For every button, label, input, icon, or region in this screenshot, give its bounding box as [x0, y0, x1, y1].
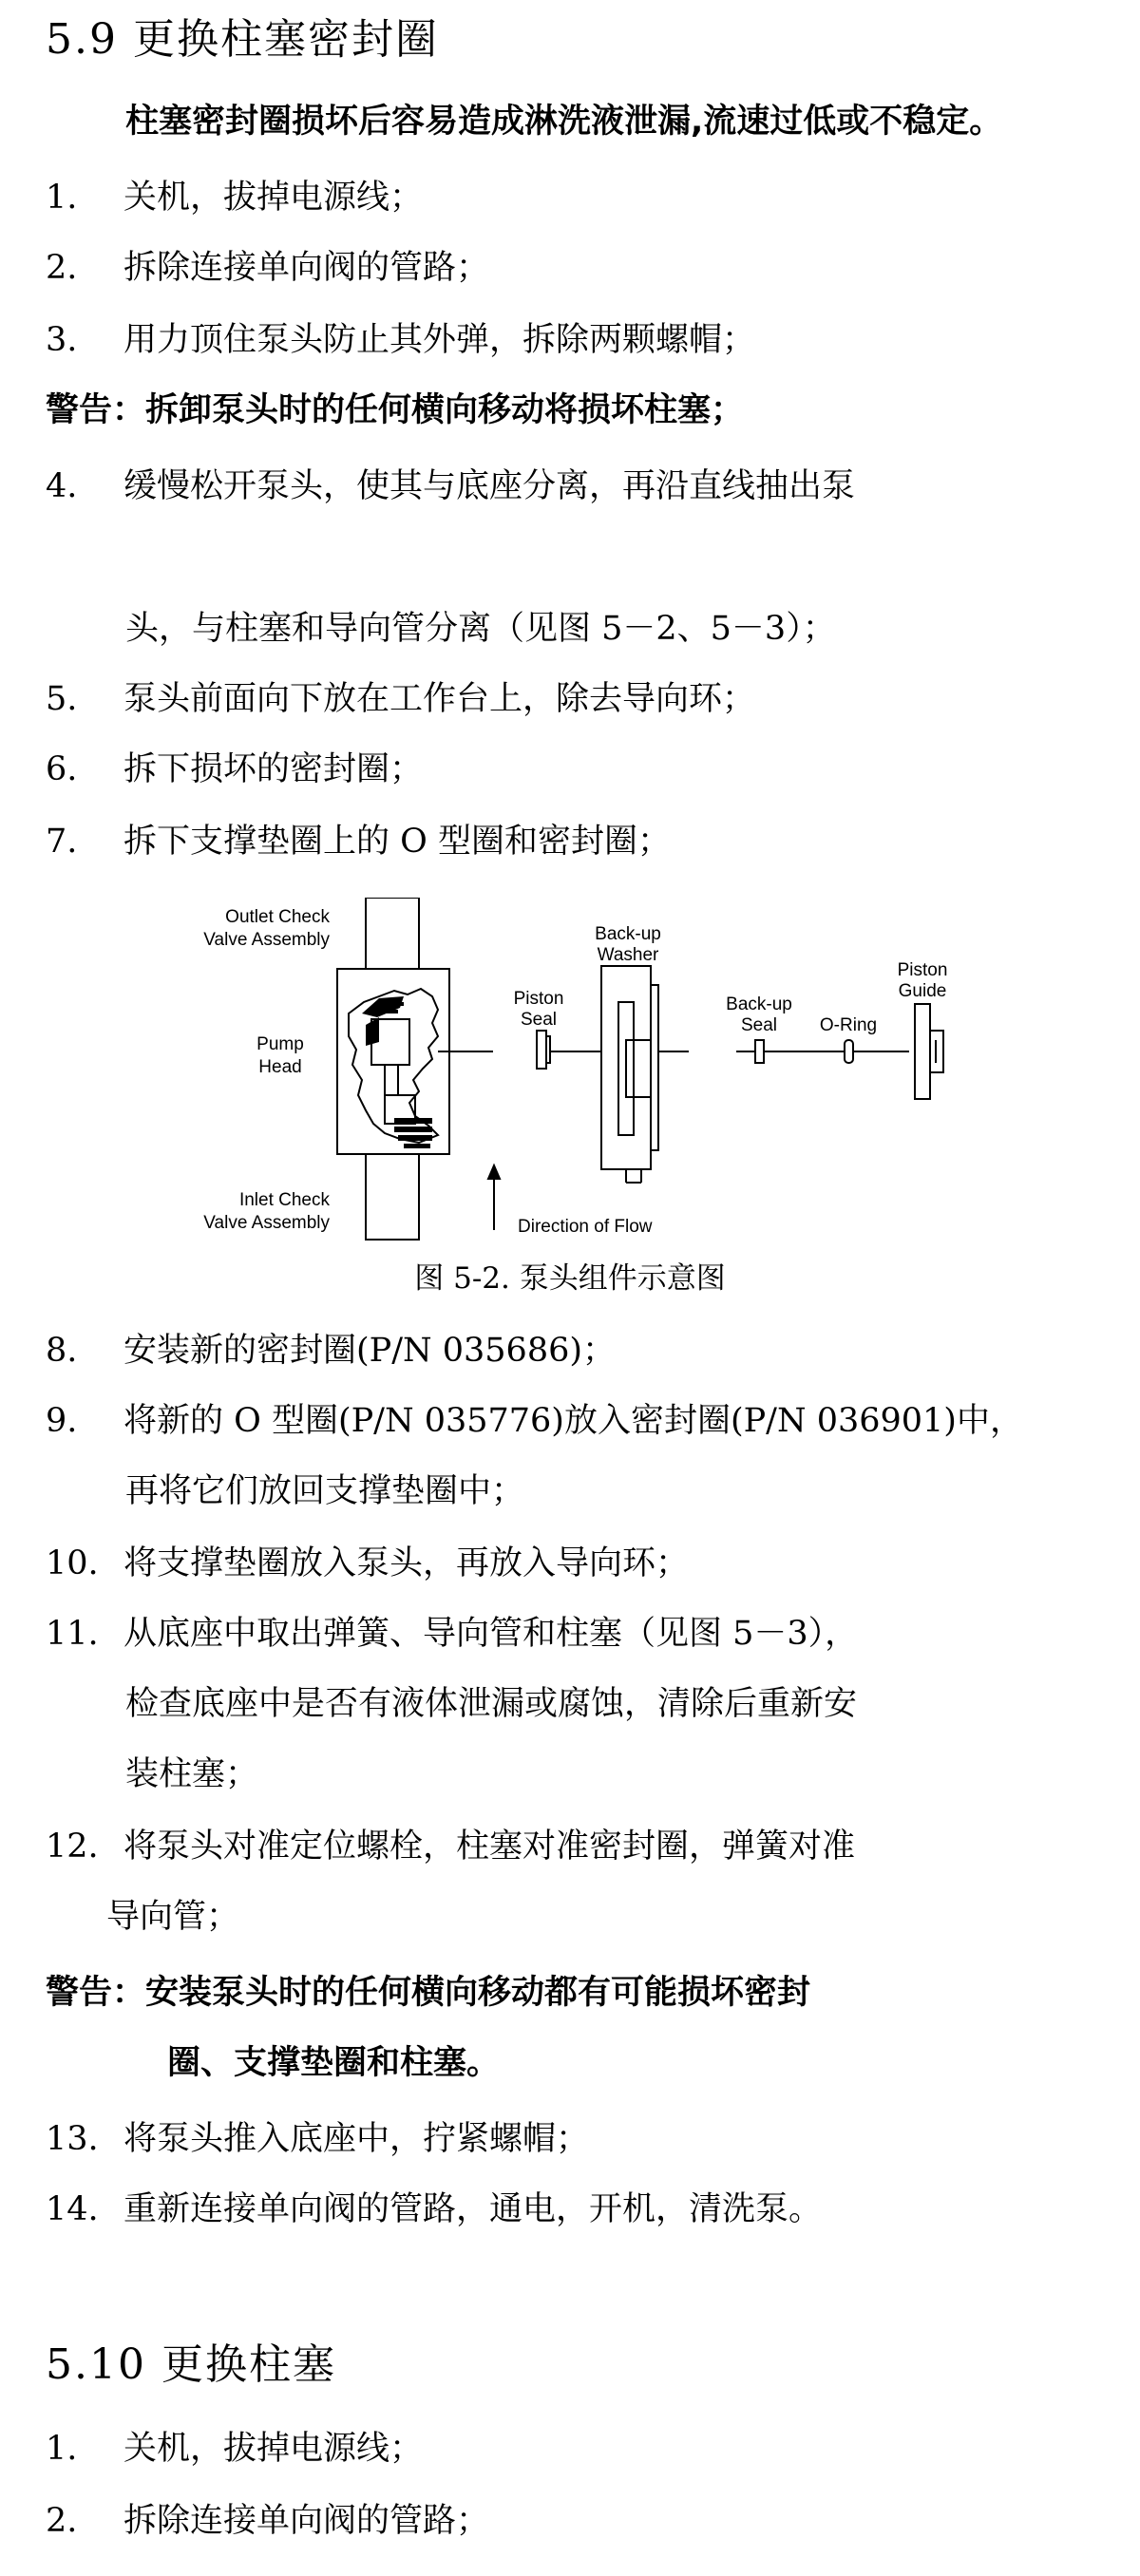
step-text: 用力顶住泵头防止其外弹，拆除两颗螺帽；: [124, 321, 756, 359]
step-text: 拆除连接单向阀的管路；: [124, 2502, 490, 2540]
step-3: [46, 319, 755, 361]
piston-seal-part: [537, 1031, 601, 1069]
label-outlet-check-2: Valve Assembly: [203, 930, 330, 950]
step-text: 拆除连接单向阀的管路；: [124, 249, 490, 287]
step-12-continued: 导向管；: [106, 1898, 240, 1936]
step-number: 5.: [46, 680, 78, 718]
step-text: 关机，拔掉电源线；: [124, 2430, 424, 2468]
piston-guide-part: [915, 1004, 943, 1099]
section-title-5-10: 5.10 更换柱塞: [46, 2340, 336, 2389]
step-text: 将泵头对准定位螺栓，柱塞对准密封圈，弹簧对准: [124, 1828, 856, 1866]
direction-of-flow-arrow: [488, 1165, 500, 1230]
warning-2-line-1: 警告：安装泵头时的任何横向移动都有可能损坏密封: [46, 1974, 811, 2012]
o-ring-part: [845, 1040, 909, 1063]
step-7: [46, 821, 671, 862]
step-number: 1.: [46, 2430, 78, 2468]
step-text: 将支撑垫圈放入泵头，再放入导向环；: [124, 1544, 690, 1582]
step-text: 缓慢松开泵头，使其与底座分离，再沿直线抽出泵: [124, 467, 856, 505]
step-number: 9.: [46, 1402, 78, 1440]
backup-seal-part: [736, 1040, 845, 1063]
step-number: 4.: [46, 467, 78, 505]
section-5-10-step-2: [46, 2500, 489, 2542]
step-number: 3.: [46, 321, 78, 359]
warning-2-line-2: 圈、支撑垫圈和柱塞。: [167, 2044, 501, 2082]
step-text: 拆下支撑垫圈上的 O 型圈和密封圈；: [124, 823, 671, 861]
step-number: 2.: [46, 2502, 78, 2540]
step-text: 将泵头推入底座中，拧紧螺帽；: [124, 2120, 590, 2158]
step-14: [46, 2188, 822, 2230]
step-text: 泵头前面向下放在工作台上，除去导向环；: [124, 680, 756, 718]
label-backup-washer-2: Washer: [597, 945, 659, 965]
step-9-continued: 再将它们放回支撑垫圈中；: [125, 1472, 525, 1510]
label-piston-guide-2: Guide: [898, 981, 947, 1001]
step-number: 10.: [46, 1544, 99, 1582]
label-piston-seal-2: Seal: [520, 1010, 558, 1030]
label-outlet-check-1: Outlet Check: [225, 907, 330, 927]
step-number: 13.: [46, 2120, 99, 2158]
label-inlet-check-2: Valve Assembly: [203, 1213, 330, 1233]
step-number: 1.: [46, 179, 78, 217]
label-o-ring: O-Ring: [819, 1015, 878, 1035]
step-number: 6.: [46, 750, 78, 788]
step-4-continued: 头，与柱塞和导向管分离（见图 5－2、5－3）；: [125, 610, 836, 648]
label-inlet-check-1: Inlet Check: [238, 1190, 330, 1210]
pump-head-body: [337, 898, 493, 1240]
step-12: [46, 1826, 855, 1867]
section-intro: 柱塞密封圈损坏后容易造成淋洗液泄漏,流速过低或不稳定。: [125, 103, 1003, 141]
step-1: [46, 177, 423, 218]
label-backup-seal-1: Back-up: [726, 994, 792, 1014]
label-piston-guide-1: Piston: [897, 960, 948, 980]
step-13: [46, 2118, 589, 2160]
step-text: 关机，拔掉电源线；: [124, 179, 424, 217]
step-number: 11.: [46, 1615, 99, 1653]
warning-1: 警告：拆卸泵头时的任何横向移动将损坏柱塞；: [46, 391, 745, 429]
step-number: 12.: [46, 1828, 99, 1866]
label-direction-of-flow: Direction of Flow: [518, 1217, 653, 1237]
label-pump-head-1: Pump: [256, 1034, 304, 1054]
step-text: 重新连接单向阀的管路，通电，开机，清洗泵。: [124, 2190, 823, 2228]
step-11: [46, 1613, 858, 1655]
step-4: [46, 465, 855, 507]
section-title-5-9: 5.9 更换柱塞密封圈: [46, 15, 439, 64]
step-number: 8.: [46, 1332, 78, 1370]
step-11-continued-2: 装柱塞；: [125, 1755, 259, 1793]
step-2: [46, 247, 489, 289]
step-number: 2.: [46, 249, 78, 287]
step-text: 将新的 O 型圈(P/N 035776)放入密封圈(P/N 036901)中，: [124, 1402, 1023, 1440]
step-text: 从底座中取出弹簧、导向管和柱塞（见图 5－3），: [124, 1615, 859, 1653]
step-text: 安装新的密封圈(P/N 035686)；: [124, 1332, 617, 1370]
step-6: [46, 748, 423, 790]
step-number: 7.: [46, 823, 78, 861]
figure-caption: 图 5-2. 泵头组件示意图: [414, 1261, 726, 1296]
label-backup-seal-2: Seal: [740, 1015, 778, 1035]
step-9: [46, 1400, 1023, 1442]
step-8: [46, 1330, 616, 1372]
section-5-10-step-1: [46, 2428, 423, 2470]
label-pump-head-2: Head: [258, 1057, 302, 1077]
step-11-continued-1: 检查底座中是否有液体泄漏或腐蚀，清除后重新安: [125, 1685, 858, 1723]
step-5: [46, 678, 755, 720]
step-number: 14.: [46, 2190, 99, 2228]
label-backup-washer-1: Back-up: [595, 924, 661, 944]
step-10: [46, 1543, 689, 1584]
label-piston-seal-1: Piston: [513, 989, 564, 1009]
backup-washer-part: [601, 966, 689, 1183]
pump-head-diagram: [176, 898, 1012, 1244]
step-text: 拆下损坏的密封圈；: [124, 750, 424, 788]
